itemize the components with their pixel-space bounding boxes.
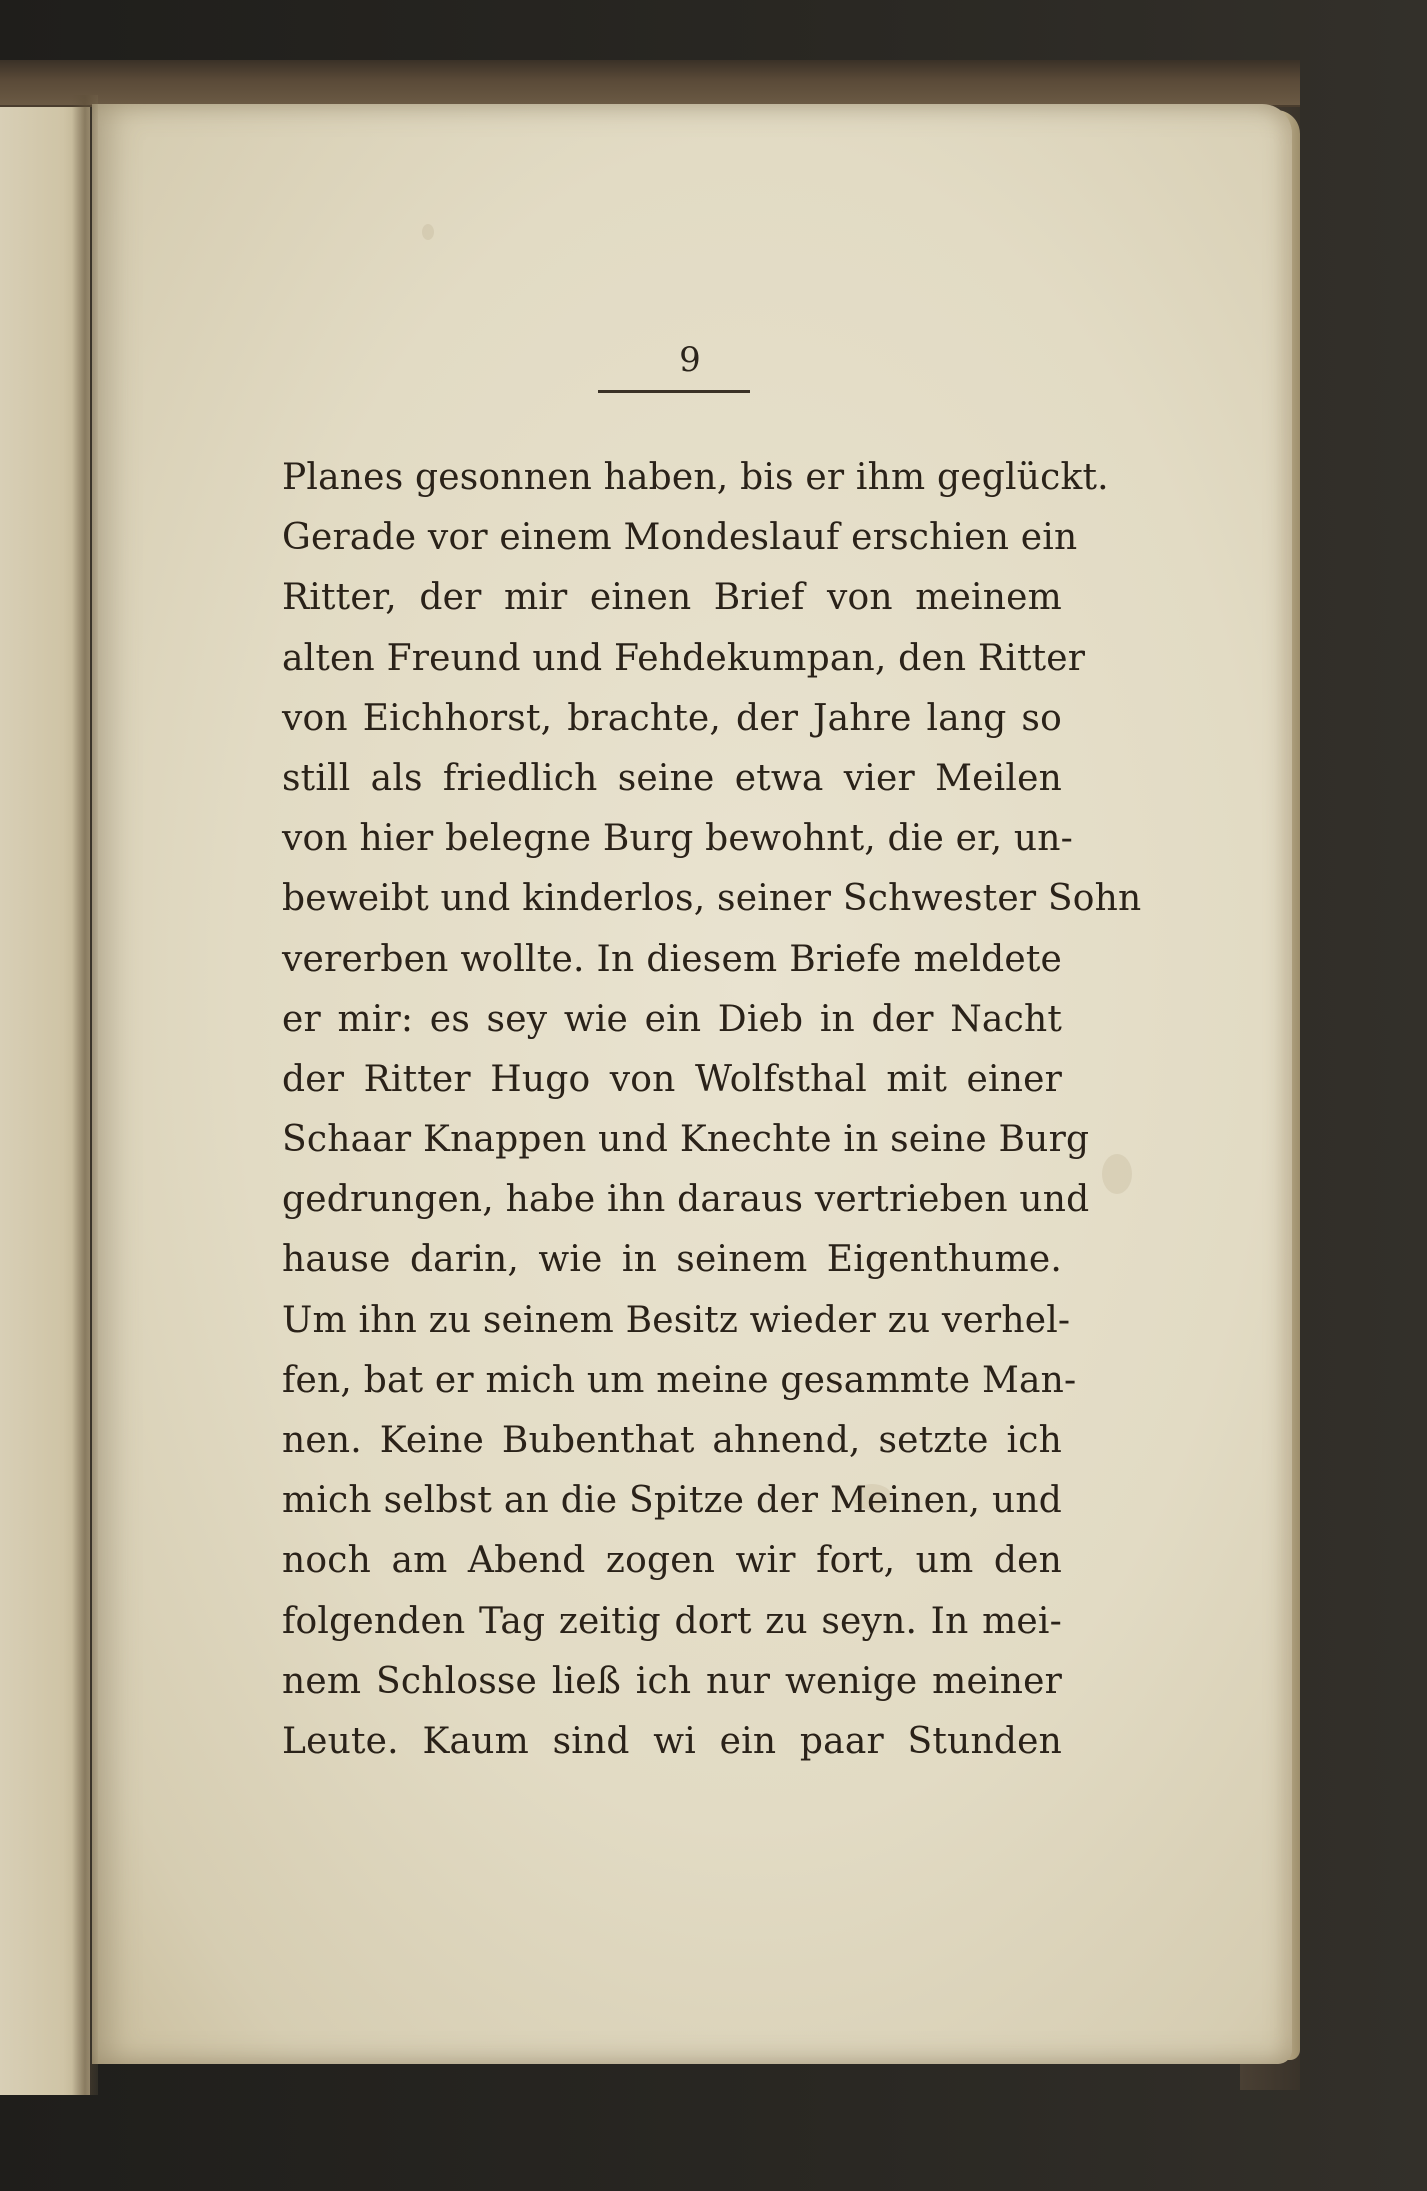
text-line: alten Freund und Fehdekumpan, den Ritter [282, 637, 1086, 679]
text-line: folgenden Tag zeitig dort zu seyn. In mei- [282, 1600, 1062, 1642]
text-line: still als friedlich seine etwa vier Meilen [282, 757, 1062, 799]
text-line: noch am Abend zogen wir fort, um den [282, 1540, 1062, 1582]
text-line: Planes gesonnen haben, bis er ihm geglückt. [282, 457, 1109, 498]
text-line: nem Schlosse ließ ich nur wenige meiner [282, 1660, 1062, 1702]
page-number-rule [598, 390, 750, 393]
foxing-spot [1102, 1154, 1132, 1194]
text-line: von hier belegne Burg bewohnt, die er, un- [282, 818, 1074, 860]
text-line: Gerade vor einem Mondeslauf erschien ein [282, 517, 1078, 559]
text-line: vererben wollte. In diesem Briefe meldete [282, 938, 1062, 980]
text-line: der Ritter Hugo von Wolfsthal mit einer [282, 1058, 1062, 1100]
text-line: Um ihn zu seinem Besitz wieder zu verhel- [282, 1299, 1071, 1341]
page-number: 9 [679, 340, 701, 380]
text-line: er mir: es sey wie ein Dieb in der Nacht [282, 998, 1062, 1040]
text-line: Leute. Kaum sind wi ein paar Stunden [282, 1720, 1062, 1762]
foxing-spot [422, 224, 434, 240]
text-line: nen. Keine Bubenthat ahnend, setzte ich [282, 1420, 1062, 1461]
text-line: fen, bat er mich um meine gesammte Man- [282, 1359, 1077, 1401]
text-line: beweibt und kinderlos, seiner Schwester Sohn [282, 878, 1142, 920]
text-line: von Eichhorst, brachte, der Jahre lang so [282, 697, 1062, 739]
gutter-shadow [72, 95, 98, 2095]
text-line: Ritter, der mir einen Brief von meinem [282, 577, 1062, 619]
text-line: hause darin, wie in seinem Eigenthume. [282, 1239, 1062, 1281]
binding-strip [0, 60, 1300, 107]
text-line: gedrungen, habe ihn daraus vertrieben und [282, 1179, 1090, 1221]
text-line: mich selbst an die Spitze der Meinen, und [282, 1480, 1062, 1522]
body-text [282, 448, 1142, 1772]
text-line: Schaar Knappen und Knechte in seine Burg [282, 1119, 1090, 1161]
